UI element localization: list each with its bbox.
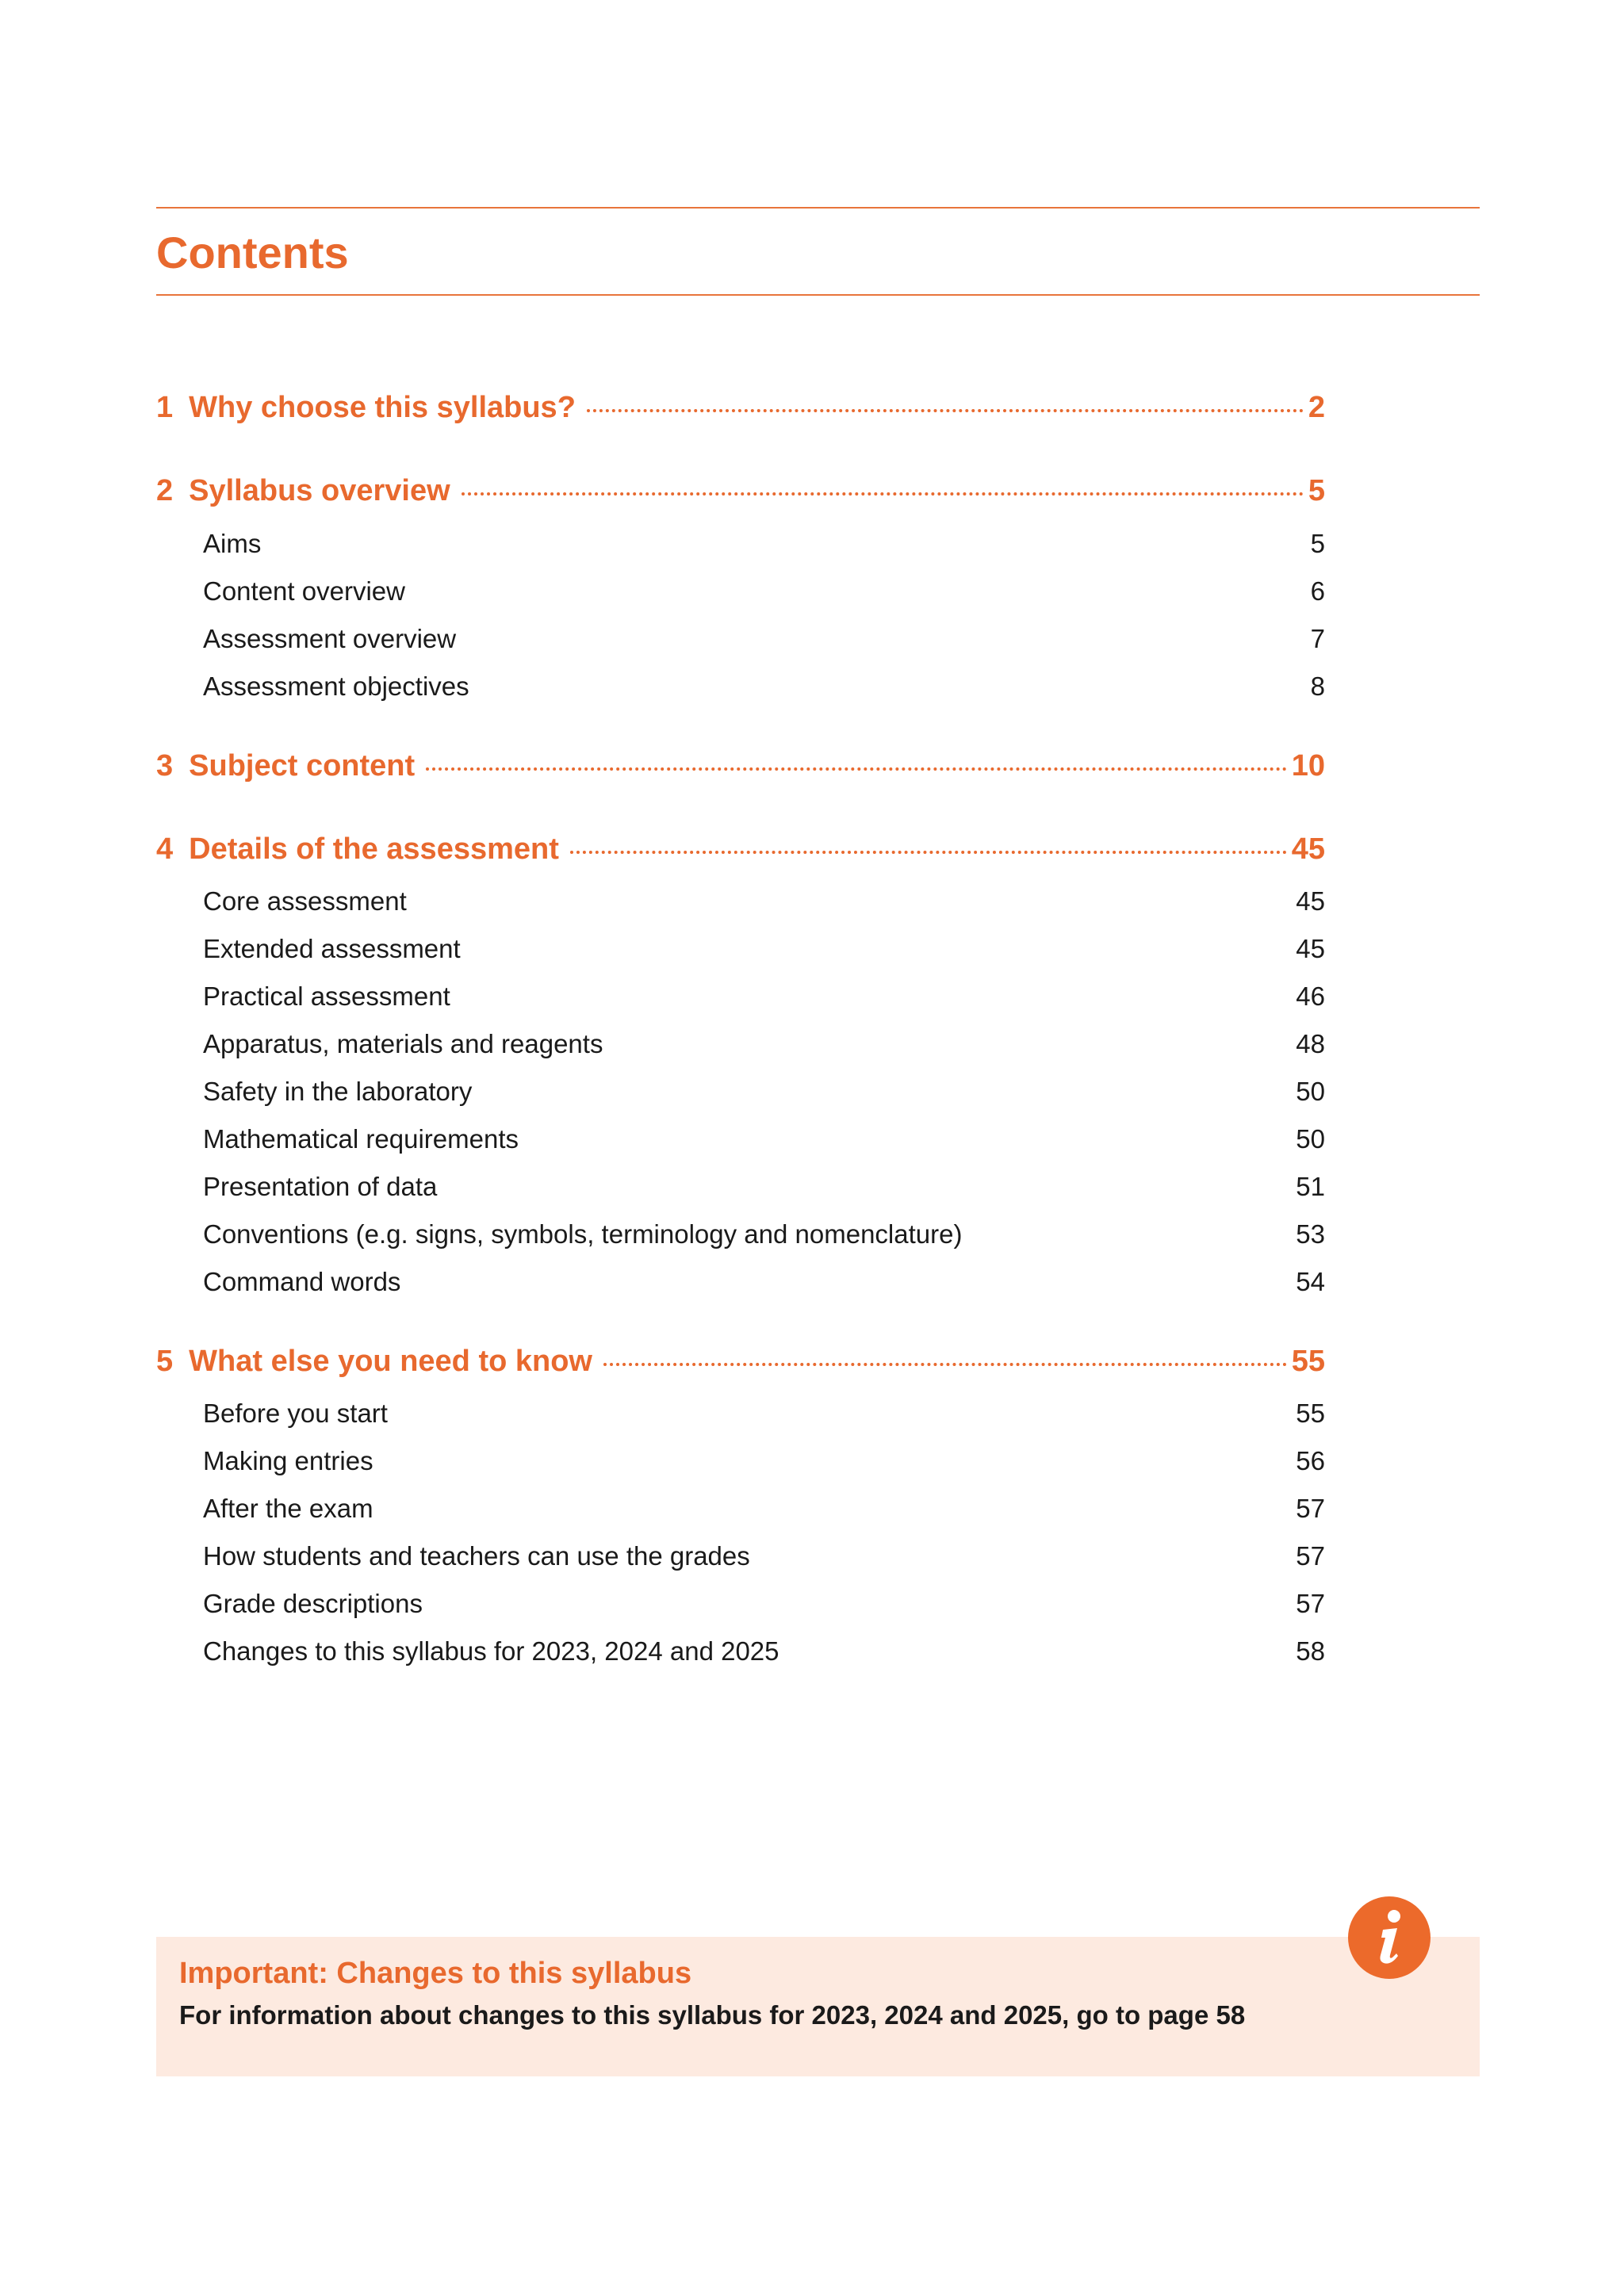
section-page-number: 45	[1291, 832, 1325, 866]
toc-entry-after-the-exam[interactable]	[203, 1490, 1325, 1528]
toc-entry-apparatus[interactable]	[203, 1025, 1325, 1063]
section-title: Subject content	[189, 749, 416, 783]
toc-section-4[interactable]	[156, 827, 1325, 871]
entry-title: Assessment overview	[203, 624, 457, 653]
dot-leader	[570, 851, 1287, 854]
entry-title: Assessment objectives	[203, 672, 469, 701]
entry-title: Changes to this syllabus for 2023, 2024 and 2025	[203, 1636, 779, 1666]
toc-entry-before-you-start[interactable]	[203, 1395, 1325, 1433]
entry-page-number: 50	[1296, 1077, 1325, 1106]
toc-entry-grade-descriptions[interactable]	[203, 1585, 1325, 1623]
entry-title: Grade descriptions	[203, 1589, 423, 1618]
section-page-number: 2	[1308, 391, 1325, 424]
entry-title: Command words	[203, 1267, 401, 1296]
section-number: 5	[156, 1345, 174, 1378]
toc-entry-aims[interactable]	[203, 525, 1325, 563]
section-title: What else you need to know	[189, 1345, 592, 1378]
entry-title: Conventions (e.g. signs, symbols, terminology and nomenclature)	[203, 1219, 963, 1249]
toc-section-3[interactable]	[156, 744, 1325, 788]
entry-title: Extended assessment	[203, 934, 461, 963]
info-icon	[1348, 1896, 1431, 1979]
toc-entry-assessment-objectives[interactable]	[203, 668, 1325, 706]
entry-page-number: 5	[1310, 529, 1325, 558]
toc-section-1[interactable]	[156, 385, 1325, 430]
dot-leader	[462, 492, 1304, 496]
entry-page-number: 8	[1310, 672, 1325, 701]
entry-title: How students and teachers can use the grades	[203, 1541, 750, 1571]
entry-title: Safety in the laboratory	[203, 1077, 473, 1106]
entry-page-number: 57	[1296, 1494, 1325, 1523]
entry-title: Content overview	[203, 576, 405, 606]
entry-page-number: 50	[1296, 1124, 1325, 1154]
dot-leader	[603, 1363, 1287, 1366]
entry-title: Presentation of data	[203, 1172, 438, 1201]
section-number: 1	[156, 391, 174, 424]
section-number: 2	[156, 474, 174, 507]
dot-leader	[426, 767, 1287, 771]
entry-page-number: 53	[1296, 1219, 1325, 1249]
toc-entry-safety[interactable]	[203, 1073, 1325, 1111]
entry-page-number: 46	[1296, 982, 1325, 1011]
toc-entry-core-assessment[interactable]	[203, 882, 1325, 920]
entry-title: Practical assessment	[203, 982, 450, 1011]
entry-page-number: 58	[1296, 1636, 1325, 1666]
important-body-link[interactable]: For information about changes to this syllabus for 2023, 2024 and 2025, go to page 58	[179, 2000, 1246, 2030]
section-page-number: 55	[1291, 1345, 1325, 1378]
toc-entry-changes-to-syllabus[interactable]	[203, 1632, 1325, 1670]
toc-entry-making-entries[interactable]	[203, 1442, 1325, 1480]
entry-title: Making entries	[203, 1446, 373, 1475]
title-rule-top	[156, 207, 1480, 209]
section-number: 3	[156, 749, 174, 783]
toc-entry-command-words[interactable]	[203, 1263, 1325, 1301]
entry-page-number: 45	[1296, 886, 1325, 916]
toc-section-5[interactable]	[156, 1339, 1325, 1383]
toc-entry-assessment-overview[interactable]	[203, 620, 1325, 658]
entry-page-number: 57	[1296, 1589, 1325, 1618]
toc-section-2[interactable]	[156, 469, 1325, 513]
toc-entry-practical-assessment[interactable]	[203, 978, 1325, 1016]
entry-page-number: 51	[1296, 1172, 1325, 1201]
entry-title: Mathematical requirements	[203, 1124, 519, 1154]
entry-page-number: 7	[1310, 624, 1325, 653]
toc-entry-conventions[interactable]	[203, 1215, 1325, 1253]
entry-title: Aims	[203, 529, 262, 558]
entry-page-number: 6	[1310, 576, 1325, 606]
important-notice-box	[156, 1937, 1480, 2076]
important-heading: Important: Changes to this syllabus	[179, 1957, 692, 1990]
toc-entry-presentation-of-data[interactable]	[203, 1168, 1325, 1206]
section-title: Why choose this syllabus?	[189, 391, 576, 424]
toc-entry-extended-assessment[interactable]	[203, 930, 1325, 968]
section-title: Syllabus overview	[189, 474, 450, 507]
entry-title: After the exam	[203, 1494, 373, 1523]
entry-title: Before you start	[203, 1399, 388, 1428]
title-rule-bottom	[156, 294, 1480, 296]
entry-page-number: 48	[1296, 1029, 1325, 1058]
section-page-number: 10	[1291, 749, 1325, 783]
section-title: Details of the assessment	[189, 832, 559, 866]
entry-page-number: 56	[1296, 1446, 1325, 1475]
entry-page-number: 54	[1296, 1267, 1325, 1296]
dot-leader	[587, 409, 1304, 412]
entry-title: Core assessment	[203, 886, 407, 916]
toc-entry-mathematical-requirements[interactable]	[203, 1120, 1325, 1158]
entry-page-number: 45	[1296, 934, 1325, 963]
toc-entry-content-overview[interactable]	[203, 572, 1325, 610]
page-title: Contents	[156, 228, 349, 277]
toc-entry-use-the-grades[interactable]	[203, 1537, 1325, 1575]
entry-page-number: 57	[1296, 1541, 1325, 1571]
entry-page-number: 55	[1296, 1399, 1325, 1428]
section-number: 4	[156, 832, 174, 866]
section-page-number: 5	[1308, 474, 1325, 507]
entry-title: Apparatus, materials and reagents	[203, 1029, 603, 1058]
